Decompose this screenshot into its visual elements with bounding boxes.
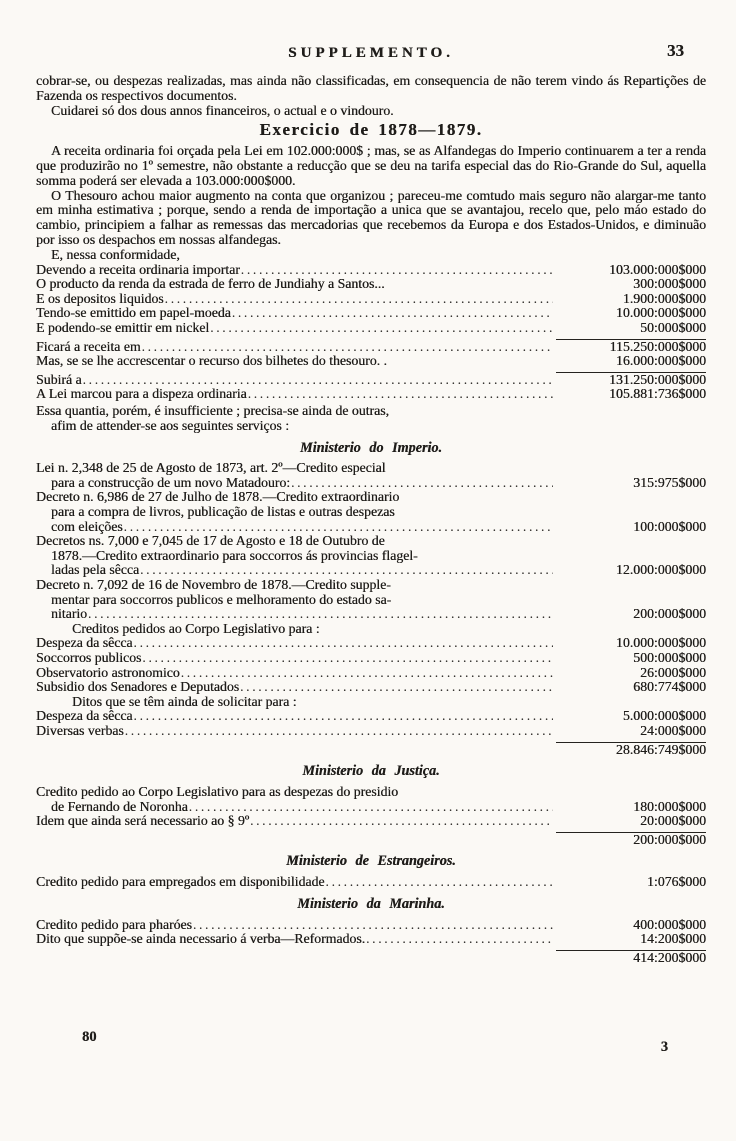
dot-leader (83, 373, 553, 388)
ledger-amount: 1.900:000$000 (622, 290, 706, 306)
ledger-label: para a compra de livros, publicação de listas e outras despezas (51, 504, 395, 520)
ledger-label: Observatorio astronomico (36, 664, 180, 680)
ledger-label: Soccorros publicos (36, 650, 142, 666)
section-heading: Ministerio do Imperio. (299, 439, 443, 456)
ledger-label: Decretos ns. 7,000 e 7,045 de 17 de Agosto e 18 de Outubro de (36, 533, 385, 549)
ledger-row (36, 372, 706, 388)
ledger-label: E os depositos liquidos (36, 290, 164, 306)
dot-leader (124, 520, 553, 535)
section-ledger (36, 875, 706, 890)
ledger-label: Idem que ainda será necessario ao § 9º (36, 813, 250, 829)
ledger-label: A Lei marcou para a dispeza ordinaria (36, 386, 247, 402)
ledger-amount: 200:000$000 (633, 606, 706, 622)
dot-leader (165, 292, 553, 307)
ledger-amount: 315:975$000 (633, 474, 706, 490)
ledger-row (36, 622, 706, 637)
insufficiency-line: afim de attender-se aos seguintes serviços : (51, 417, 290, 433)
ledger-label: O producto da renda da estrada de ferro de Jundiahy a Santos... (36, 276, 385, 292)
section-heading: Ministerio da Justiça. (302, 763, 440, 780)
ledger-label: Dito que suppõe-se ainda necessario á verba—Reformados. (36, 931, 366, 947)
ledger-amount: 680:774$000 (633, 679, 706, 695)
ledger-row (36, 354, 706, 369)
ledger-row (36, 785, 706, 800)
ministry-sections (36, 441, 706, 966)
footer-right-number: 3 (660, 1039, 668, 1055)
ledger-label: Ditos que se têm ainda de solicitar para : (72, 693, 297, 709)
ledger-amount: 500:000$000 (633, 650, 706, 666)
ledger-amount: 26:000$000 (640, 664, 706, 680)
ledger-amount: 5.000:000$000 (622, 708, 706, 724)
dot-leader (250, 814, 553, 829)
ledger-label: Subsidio dos Senadores e Deputados (36, 679, 240, 695)
ledger-label: Devendo a receita ordinaria importar (36, 261, 240, 277)
ledger-amount: 105.881:736$000 (609, 386, 706, 402)
dot-leader (366, 932, 553, 947)
ledger-amount: 10.000:000$000 (615, 305, 706, 321)
footer-left-number: 80 (82, 1029, 97, 1045)
ledger-amount: 28.846:749$000 (556, 742, 706, 758)
ledger-amount: 414:200$000 (556, 950, 706, 966)
ledger-row (36, 800, 706, 815)
section-heading: Ministerio da Marinha. (297, 895, 445, 912)
ledger-row (36, 306, 706, 321)
ledger-amount: 103.000:000$000 (609, 261, 706, 277)
ledger-label: Despeza da sêcca (36, 708, 133, 724)
insufficiency-line: Essa quantia, porém, é insufficiente ; precisa-se ainda de outras, (36, 402, 389, 418)
ledger-amount: 131.250:000$000 (556, 372, 706, 388)
ledger-label: nitario (51, 606, 88, 622)
exercise-heading: Exercicio de 1878—1879. (259, 120, 483, 140)
section-ledger (36, 918, 706, 966)
ledger-amount: 14:200$000 (640, 931, 706, 947)
total-row (36, 742, 706, 758)
dot-leader (241, 263, 553, 278)
ledger-label: de Fernando de Noronha (51, 798, 188, 814)
conformidade-line: E, nessa conformidade, (51, 246, 180, 262)
dot-leader (193, 918, 553, 933)
ledger-row (36, 476, 706, 491)
receita-paragraph: A receita ordinaria foi orçada pela Lei em 102.000:000$ ; mas, se as Alfandegas do Imperio continuarem a ter a renda que produzirão no 1º semestre, não obstante a reducção que se deu na tarifa especial das do Rio-Grande do Sul, aquella somma poderá ser elevada a 103.000:000$000. (36, 143, 706, 188)
ledger-amount: 1:076$000 (646, 874, 706, 890)
ledger-amount: 400:000$000 (633, 916, 706, 932)
ledger-label: com eleições (51, 518, 123, 534)
dot-leader (142, 340, 553, 355)
ledger-label: para a construcção de um novo Matadouro: (51, 474, 291, 490)
section-ledger (36, 461, 706, 757)
ledger-row (36, 666, 706, 681)
intro-paragraph: cobrar-se, ou despezas realizadas, mas ainda não classificadas, em consequencia de não terem vindo ás Repartições de Fazenda os respectivos documentos. (36, 73, 706, 103)
dot-leader (134, 636, 553, 651)
page-title: SUPPLEMENTO. (288, 45, 454, 61)
ledger-row (36, 932, 706, 947)
dot-leader (125, 724, 553, 739)
ledger-row (36, 490, 706, 505)
ledger-label: Ficará a receita em (36, 338, 141, 354)
ledger-row (36, 651, 706, 666)
ledger-row (36, 724, 706, 739)
ledger-label: ladas pela sêcca (51, 562, 140, 578)
ledger-label: Lei n. 2,348 de 25 de Agosto de 1873, art. 2º—Credito especial (36, 460, 386, 476)
dot-leader (248, 387, 553, 402)
ledger-label: Decreto n. 6,986 de 27 de Julho de 1878.—Credito extraordinario (36, 489, 400, 505)
ledger-amount: 12.000:000$000 (615, 562, 706, 578)
ledger-row (36, 292, 706, 307)
ledger-amount: 24:000$000 (640, 722, 706, 738)
ledger-row (36, 321, 706, 336)
dot-leader (181, 666, 553, 681)
ledger-label: mentar para soccorros publicos e melhoramento do estado sa- (51, 591, 392, 607)
ledger-row (36, 593, 706, 608)
intro-line: Cuidarei só dos dous annos financeiros, o actual e o vindouro. (51, 102, 394, 118)
ledger-amount: 100:000$000 (633, 518, 706, 534)
ledger-row (36, 636, 706, 651)
ledger-amount: 50:000$000 (640, 319, 706, 335)
ledger-row (36, 263, 706, 278)
ledger-label: Creditos pedidos ao Corpo Legislativo para : (72, 620, 320, 636)
ledger-row (36, 607, 706, 622)
dot-leader (189, 800, 553, 815)
ledger-amount: 10.000:000$000 (615, 635, 706, 651)
ledger-label: Despeza da sêcca (36, 635, 133, 651)
dot-leader (210, 321, 553, 336)
ledger-amount: 180:000$000 (633, 798, 706, 814)
page-header (36, 41, 706, 72)
ledger-label: 1878.—Credito extraordinario para soccorros ás provincias flagel- (51, 547, 418, 563)
dot-leader (326, 875, 553, 890)
ledger-amount: 200:000$000 (556, 832, 706, 848)
ledger-label: E podendo-se emittir em nickel (36, 319, 210, 335)
dot-leader (142, 651, 553, 666)
ledger-row (36, 461, 706, 476)
ledger-row (36, 549, 706, 564)
section-heading: Ministerio de Estrangeiros. (286, 853, 456, 870)
ledger-label: Credito pedido ao Corpo Legislativo para as despezas do presidio (36, 783, 399, 799)
ledger-row (36, 520, 706, 535)
dot-leader (232, 306, 553, 321)
ledger-amount: 20:000$000 (640, 813, 706, 829)
ledger-row (36, 563, 706, 578)
ledger-row (36, 814, 706, 829)
ledger-row (36, 918, 706, 933)
ledger-label: Diversas verbas (36, 722, 124, 738)
ledger-amount: 16.000:000$000 (615, 353, 706, 369)
ledger-row (36, 695, 706, 710)
dot-leader (140, 563, 553, 578)
total-row (36, 950, 706, 966)
ledger-row (36, 387, 706, 402)
ledger-label: Subirá a (36, 371, 82, 387)
ledger-row (36, 875, 706, 890)
ledger-row (36, 339, 706, 355)
ledger-row (36, 534, 706, 549)
dot-leader (291, 476, 553, 491)
thesouro-paragraph: O Thesouro achou maior augmento na conta que organizou ; pareceu-me comtudo mais seguro não alargar-me tanto em minha estimativa ; porque, sendo a renda de importação a unica que se avantajou, recelo que, pelo máo estado do cambio, principiem a falhar as remessas das mercadorias que recebemos da Europa e dos Estados-Unidos, e diminuão por isso os despachos em nossas alfandegas. (36, 187, 706, 247)
dot-leader (134, 709, 553, 724)
ledger-row (36, 709, 706, 724)
ledger-row (36, 578, 706, 593)
page-number: 33 (667, 41, 684, 60)
total-row (36, 832, 706, 848)
section-ledger (36, 785, 706, 847)
ledger-label: Credito pedido para empregados em disponibilidade (36, 874, 325, 890)
ledger-row (36, 505, 706, 520)
ledger-amount: 115.250:000$000 (556, 339, 706, 355)
ledger-row (36, 277, 706, 292)
ledger-label: Mas, se se lhe accrescentar o recurso dos bilhetes do thesouro. . (36, 353, 387, 369)
ledger-row (36, 680, 706, 695)
ledger-label: Tendo-se emittido em papel-moeda (36, 305, 231, 321)
receita-table (36, 263, 706, 402)
ledger-amount: 300:000$000 (633, 276, 706, 292)
ledger-label: Credito pedido para pharóes (36, 916, 192, 932)
dot-leader (88, 607, 553, 622)
dot-leader (240, 680, 553, 695)
ledger-label: Decreto n. 7,092 de 16 de Novembro de 1878.—Credito supple- (36, 577, 391, 593)
